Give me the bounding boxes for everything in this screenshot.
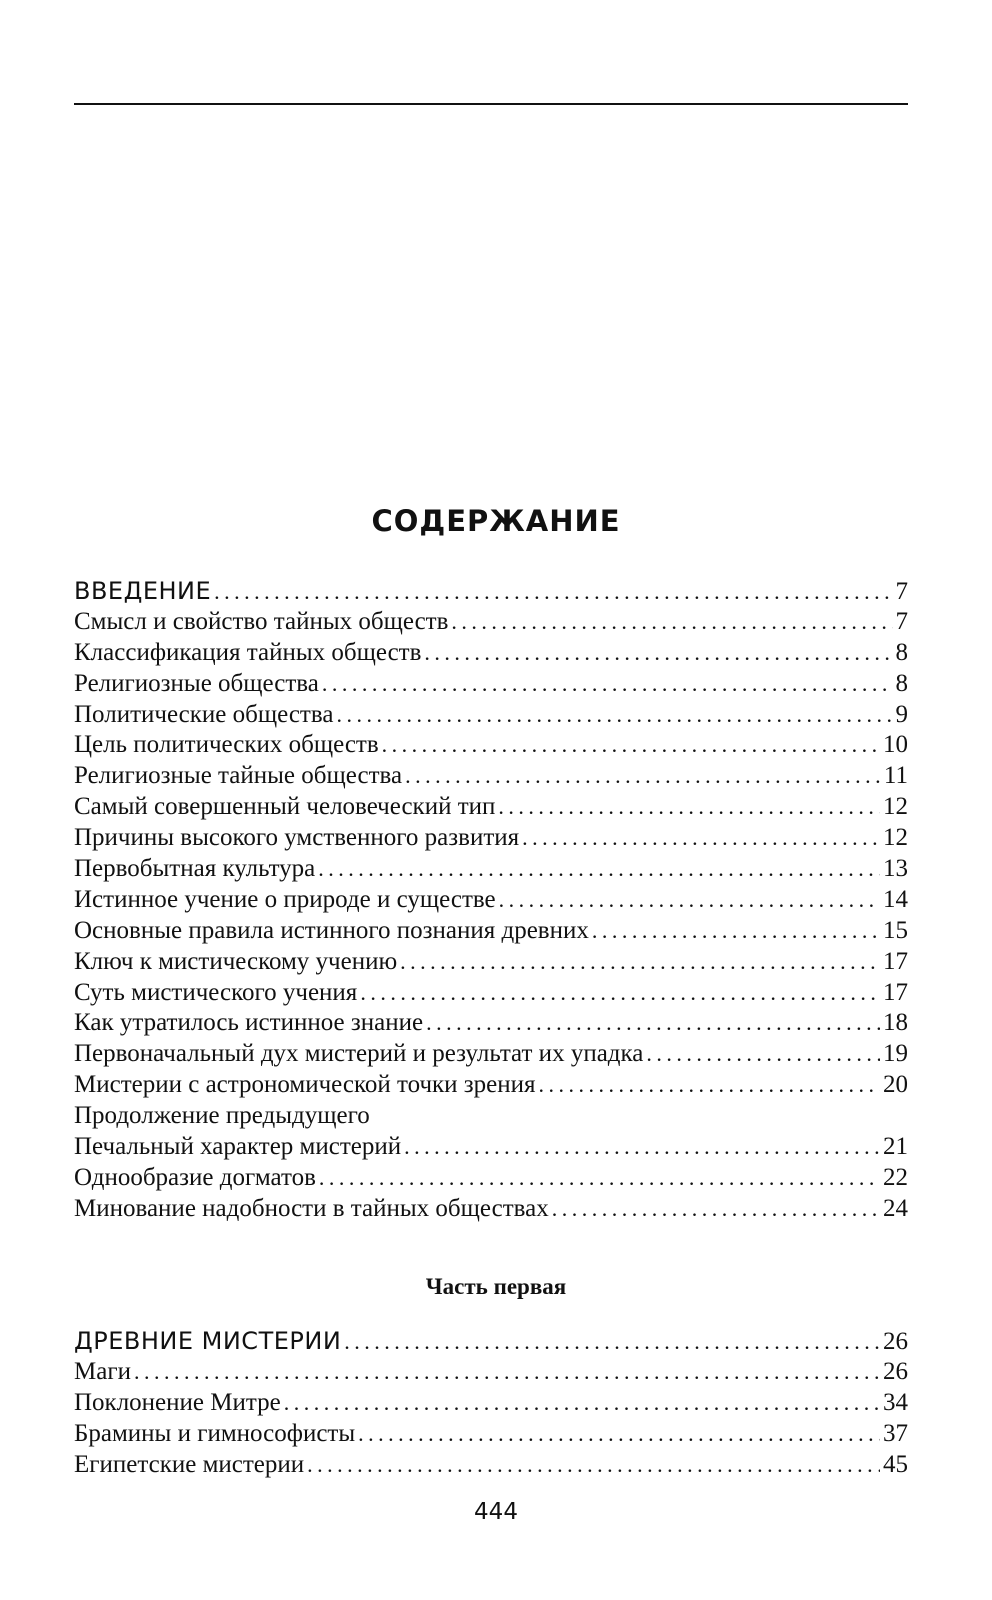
toc-entry-page: 26 — [883, 1328, 908, 1355]
toc-entry-title: Печальный характер мистерий — [74, 1133, 402, 1161]
toc-entry-page: 12 — [883, 793, 908, 821]
toc-entry-title: Цель политических обществ — [74, 731, 379, 759]
dot-leader — [214, 577, 892, 608]
dot-leader — [307, 1450, 880, 1481]
toc-entry-page: 10 — [883, 731, 908, 759]
toc-entry — [74, 1450, 908, 1481]
toc-entry-page: 17 — [883, 978, 908, 1006]
part-heading: Часть первая — [425, 1274, 567, 1299]
dot-leader — [522, 823, 880, 854]
toc-entry — [74, 1388, 908, 1419]
toc-entry-title: Причины высокого умственного развития — [74, 824, 520, 852]
toc-entry-title: Однообразие догматов — [74, 1163, 316, 1191]
toc-entry-page: 45 — [883, 1450, 908, 1478]
toc-entry — [74, 916, 908, 947]
dot-leader — [498, 792, 880, 823]
toc-entry — [74, 1163, 908, 1194]
dot-leader — [360, 978, 880, 1009]
dot-leader — [592, 916, 880, 947]
toc-entry — [74, 1070, 908, 1101]
toc-entry — [74, 638, 908, 669]
toc-entry — [74, 1419, 908, 1450]
toc-entry — [74, 885, 908, 916]
dot-leader — [358, 1419, 880, 1450]
dot-leader — [451, 607, 892, 638]
toc-entry-page: 17 — [883, 947, 908, 975]
toc-entry-page: 15 — [883, 916, 908, 944]
toc-entry — [74, 700, 908, 731]
toc-entry-page: 20 — [883, 1071, 908, 1099]
toc-entry — [74, 1008, 908, 1039]
toc-entry-title: ДРЕВНИЕ МИСТЕРИИ — [74, 1327, 342, 1355]
dot-leader — [322, 669, 893, 700]
toc-entry — [74, 607, 908, 638]
toc-entry-page: 7 — [895, 607, 908, 635]
toc-entry-page: 8 — [895, 669, 908, 697]
toc-entry — [74, 1357, 908, 1388]
toc-entry-title: ВВЕДЕНИЕ — [74, 577, 212, 605]
toc-entry-title: Поклонение Митре — [74, 1388, 281, 1416]
dot-leader — [134, 1357, 880, 1388]
toc-entry-page: 24 — [883, 1194, 908, 1222]
toc-entry-title: Классификация тайных обществ — [74, 638, 422, 666]
toc-entry-title: Суть мистического учения — [74, 978, 358, 1006]
toc-entry-title: Минование надобности в тайных обществах — [74, 1194, 549, 1222]
toc-intro-list — [74, 576, 908, 1225]
toc-entry-title: Основные правила истинного познания древних — [74, 916, 589, 944]
toc-entry — [74, 1326, 908, 1357]
toc-entry-title: Маги — [74, 1357, 131, 1385]
toc-entry-page: 34 — [883, 1388, 908, 1416]
toc-entry-page: 13 — [883, 855, 908, 883]
toc-entry-title: Истинное учение о природе и существе — [74, 885, 496, 913]
dot-leader — [499, 885, 880, 916]
toc-entry-title: Политические общества — [74, 700, 334, 728]
dot-leader — [405, 761, 881, 792]
dot-leader — [382, 730, 880, 761]
toc-entry — [74, 761, 908, 792]
toc-entry — [74, 669, 908, 700]
dot-leader — [284, 1388, 880, 1419]
toc-entry — [74, 978, 908, 1009]
dot-leader — [646, 1039, 880, 1070]
dot-leader — [404, 1132, 880, 1163]
toc-entry-page: 18 — [883, 1009, 908, 1037]
toc-entry-title: Ключ к мистическому учению — [74, 947, 398, 975]
toc-entry-page: 22 — [883, 1163, 908, 1191]
contents-heading: СОДЕРЖАНИЕ — [371, 504, 621, 538]
toc-entry — [74, 1039, 908, 1070]
toc-entry — [74, 854, 908, 885]
toc-entry-page: 8 — [895, 638, 908, 666]
toc-entry — [74, 947, 908, 978]
dot-leader — [318, 854, 880, 885]
dot-leader — [426, 1008, 880, 1039]
toc-entry — [74, 1132, 908, 1163]
toc-entry-title: Первобытная культура — [74, 855, 316, 883]
dot-leader — [344, 1327, 880, 1358]
toc-entry-title: Египетские мистерии — [74, 1450, 305, 1478]
page-number: 444 — [474, 1499, 518, 1525]
toc-entry — [74, 1101, 908, 1132]
toc-entry-title: Продолжение предыдущего — [74, 1102, 370, 1130]
toc-entry — [74, 576, 908, 607]
toc-entry — [74, 730, 908, 761]
toc-entry-title: Самый совершенный человеческий тип — [74, 793, 496, 821]
dot-leader — [400, 947, 880, 978]
toc-entry — [74, 792, 908, 823]
toc-entry-title: Религиозные тайные общества — [74, 762, 403, 790]
top-rule — [74, 103, 908, 105]
toc-entry-title: Брамины и гимнософисты — [74, 1419, 356, 1447]
toc-entry-page: 26 — [883, 1357, 908, 1385]
toc-entry-page: 37 — [883, 1419, 908, 1447]
toc-entry-page: 7 — [895, 578, 908, 605]
toc-entry-title: Первоначальный дух мистерий и результат их упадка — [74, 1040, 644, 1068]
toc-entry-page: 14 — [883, 885, 908, 913]
toc-entry-page: 21 — [883, 1133, 908, 1161]
dot-leader — [424, 638, 892, 669]
toc-entry-title: Как утратилось истинное знание — [74, 1009, 424, 1037]
toc-entry — [74, 823, 908, 854]
toc-entry-page: 19 — [883, 1040, 908, 1068]
dot-leader — [319, 1163, 880, 1194]
toc-entry — [74, 1194, 908, 1225]
dot-leader — [552, 1194, 880, 1225]
dot-leader — [539, 1070, 880, 1101]
toc-entry-title: Религиозные общества — [74, 669, 319, 697]
toc-entry-page: 11 — [883, 762, 908, 790]
toc-part-one-list — [74, 1326, 908, 1480]
toc-entry-title: Смысл и свойство тайных обществ — [74, 607, 449, 635]
toc-entry-page: 9 — [895, 700, 908, 728]
toc-entry-title: Мистерии с астрономической точки зрения — [74, 1071, 536, 1099]
dot-leader — [336, 700, 892, 731]
toc-entry-page: 12 — [883, 824, 908, 852]
